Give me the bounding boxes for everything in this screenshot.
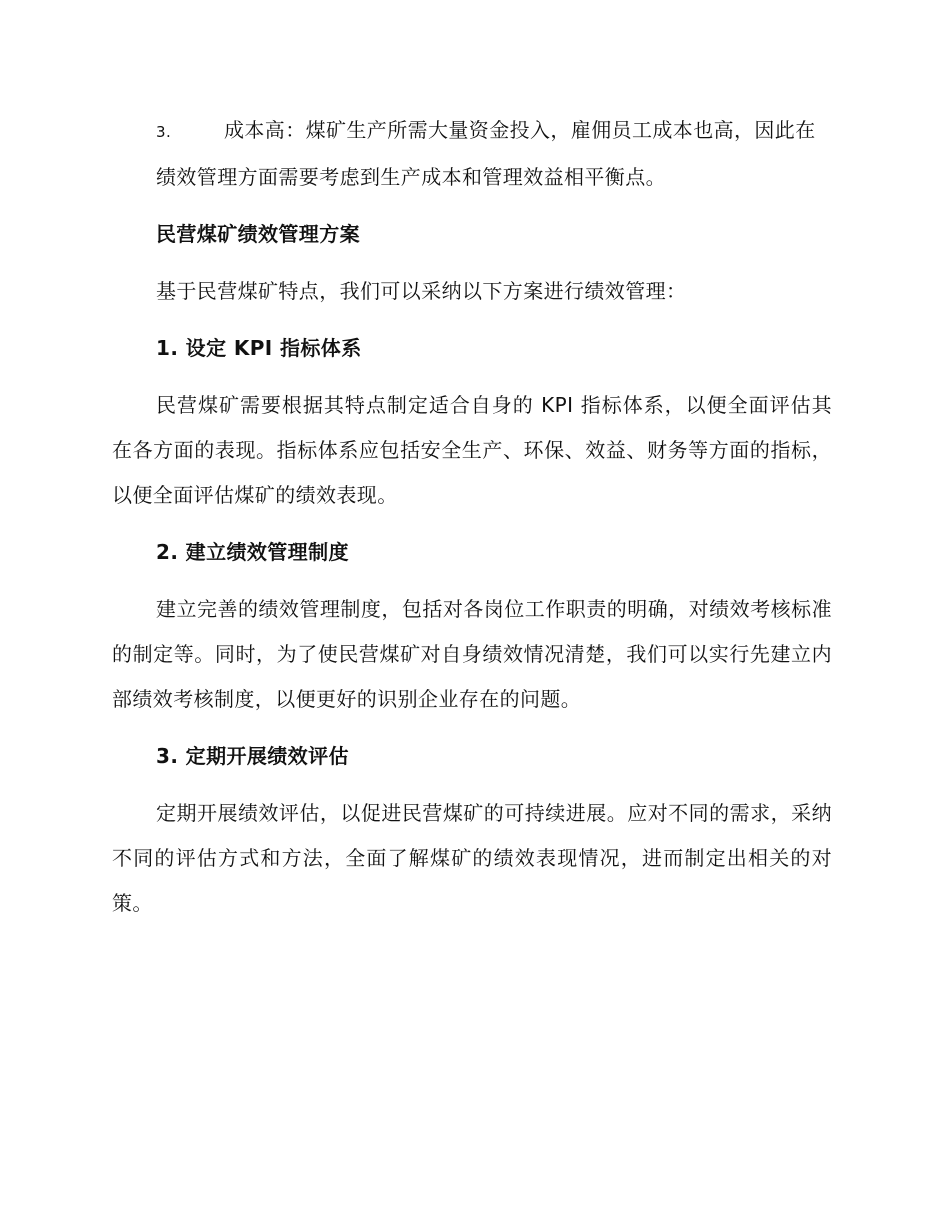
spacer xyxy=(112,575,832,587)
section-body-3: 定期开展绩效评估，以促进民营煤矿的可持续进展。应对不同的需求，采纳不同的评估方式和方法，全面了解煤矿的绩效表现情况，进而制定出相关的对策。 xyxy=(112,801,832,915)
section-heading-3: 3. 定期开展绩效评估 xyxy=(156,744,349,768)
spacer xyxy=(112,200,832,212)
spacer xyxy=(112,371,832,383)
spacer xyxy=(112,722,832,734)
section-heading-1: 1. 设定 KPI 指标体系 xyxy=(156,336,362,360)
section-body-2: 建立完善的绩效管理制度，包括对各岗位工作职责的明确，对绩效考核标准的制定等。同时，为了使民营煤矿对自身绩效情况清楚，我们可以实行先建立内部绩效考核制度，以便更好的识别企业存在的问题。 xyxy=(112,597,832,711)
list-item-3 xyxy=(112,108,832,200)
list-item-number: 3. xyxy=(156,123,172,141)
document-content xyxy=(112,108,832,926)
spacer xyxy=(112,518,832,530)
spacer xyxy=(112,779,832,791)
section-body-1: 民营煤矿需要根据其特点制定适合自身的 KPI 指标体系，以便全面评估其在各方面的表现。指标体系应包括安全生产、环保、效益、财务等方面的指标，以便全面评估煤矿的绩效表现。 xyxy=(112,393,832,507)
intro-paragraph: 基于民营煤矿特点，我们可以采纳以下方案进行绩效管理： xyxy=(156,279,687,303)
section-heading-2: 2. 建立绩效管理制度 xyxy=(156,540,349,564)
spacer xyxy=(112,314,832,326)
section-title: 民营煤矿绩效管理方案 xyxy=(156,222,360,246)
spacer xyxy=(112,257,832,269)
list-item-text: 成本高：煤矿生产所需大量资金投入，雇佣员工成本也高，因此在绩效管理方面需要考虑到生产成本和管理效益相平衡点。 xyxy=(156,118,816,189)
